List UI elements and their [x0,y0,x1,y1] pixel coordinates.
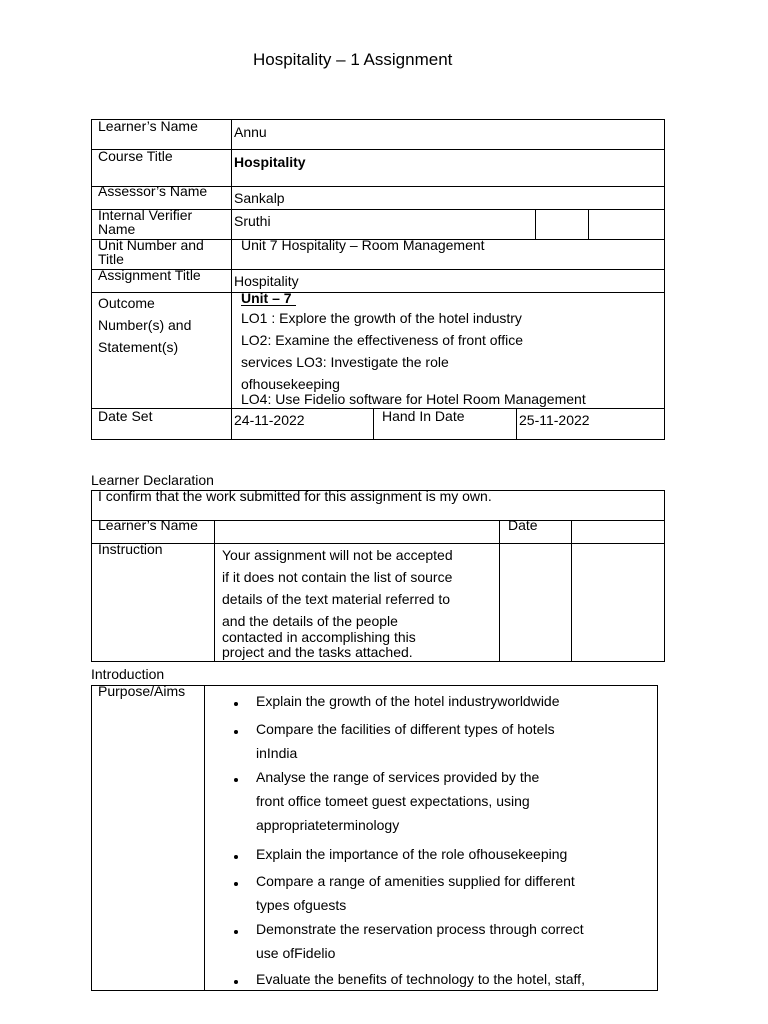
outcome-label-line-3: Statement(s) [98,339,179,355]
instruction-line: contacted in accomplishing this [222,629,416,645]
bullet-icon [234,702,238,706]
instruction-line: and the details of the people [222,613,398,629]
instruction-label: Instruction [98,541,163,557]
unit-value: Unit 7 Hospitality – Room Management [241,237,485,253]
unit-label-line-2: Title [98,251,124,267]
aim-item-line: Demonstrate the reservation process through correct [256,921,584,937]
instruction-line: Your assignment will not be accepted [222,547,453,563]
unit-label: Unit Number and [98,237,204,253]
aim-item-line: Compare the facilities of different types of hotels [256,721,555,737]
outcome-line: LO4: Use Fidelio software for Hotel Room Management [241,391,586,407]
aim-item-line: types ofguests [256,897,347,913]
assignment-title-label: Assignment Title [98,267,201,283]
course-title-label: Course Title [98,148,173,164]
bullet-icon [234,980,238,984]
introduction-heading: Introduction [91,666,165,682]
verifier-value: Sruthi [234,213,271,229]
aim-item-line: Evaluate the benefits of technology to the hotel, staff, [256,971,585,987]
instruction-line: details of the text material referred to [222,591,450,607]
declaration-statement: I confirm that the work submitted for this assignment is my own. [98,488,492,504]
assignment-title-value: Hospitality [234,273,299,289]
declaration-date-label: Date [508,517,538,533]
hand-in-date-value: 25-11-2022 [519,412,590,428]
aim-item-line: front office tomeet guest expectations, using [256,793,530,809]
verifier-label-line-2: Name [98,221,136,237]
aim-item-line: appropriateterminology [256,817,400,833]
assessor-value: Sankalp [234,190,285,206]
aim-item-line: Explain the growth of the hotel industryworldwide [256,693,560,709]
date-set-label: Date Set [98,408,153,424]
verifier-label: Internal Verifier [98,207,193,223]
declaration-learner-name-label: Learner’s Name [98,517,198,533]
outcome-line: LO1 : Explore the growth of the hotel industry [241,310,522,326]
outcome-heading: Unit – 7 [241,290,292,306]
outcome-label-line-2: Number(s) and [98,317,192,333]
bullet-icon [234,730,238,734]
learner-name-value: Annu [234,124,267,140]
purpose-aims-label: Purpose/Aims [98,683,186,699]
bullet-icon [234,778,238,782]
hand-in-date-label: Hand In Date [382,408,465,424]
document-title: Hospitality – 1 Assignment [253,50,453,69]
aim-item-line: Explain the importance of the role ofhousekeeping [256,846,568,862]
aim-item-line: inIndia [256,745,298,761]
outcome-line: ofhousekeeping [241,376,340,392]
column-divider [214,520,215,662]
date-set-value: 24-11-2022 [234,412,305,428]
bullet-icon [234,930,238,934]
assessor-label: Assessor’s Name [98,183,208,199]
outcome-line: services LO3: Investigate the role [241,354,449,370]
bullet-icon [234,855,238,859]
aim-item-line: use ofFidelio [256,945,336,961]
declaration-heading: Learner Declaration [91,472,214,488]
bullet-icon [234,882,238,886]
aim-item-line: Compare a range of amenities supplied for different [256,873,575,889]
instruction-line: if it does not contain the list of source [222,569,453,585]
aims-list [230,0,650,1024]
learner-name-label: Learner’s Name [98,118,198,134]
course-title-value: Hospitality [234,154,306,170]
outcome-label: Outcome [98,295,155,311]
outcome-line: LO2: Examine the effectiveness of front office [241,332,523,348]
aim-item-line: Analyse the range of services provided by the [256,769,540,785]
column-divider [204,685,205,991]
instruction-line: project and the tasks attached. [222,644,413,660]
